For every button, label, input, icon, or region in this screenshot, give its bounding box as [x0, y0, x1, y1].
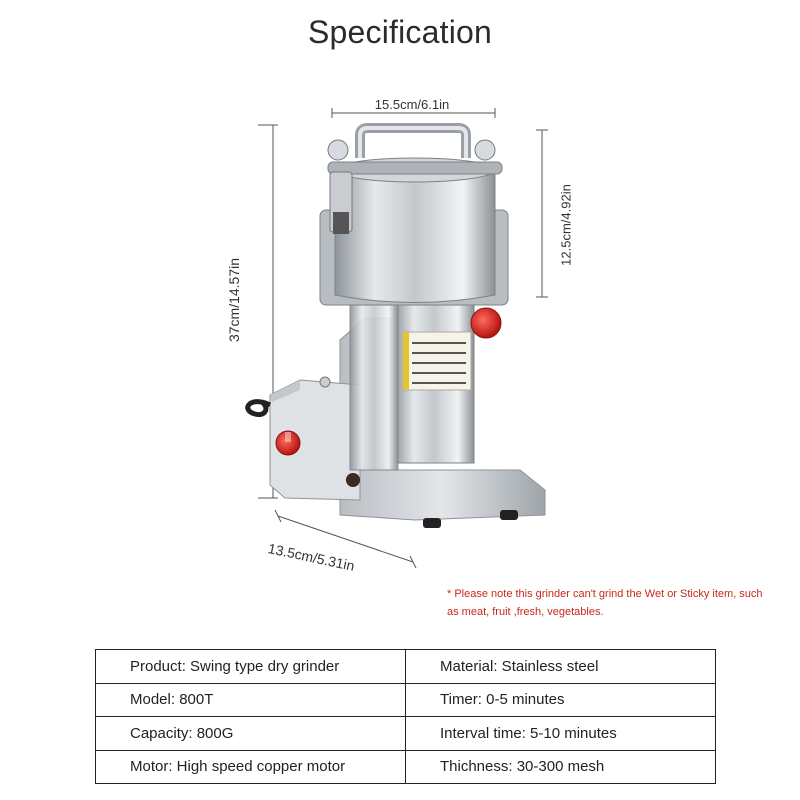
spec-timer: Timer: 0-5 minutes: [406, 683, 716, 717]
table-row: [96, 717, 716, 751]
depth-dimension-label: 13.5cm/5.31in: [266, 540, 357, 574]
total-height-dimension-label: 37cm/14.57in: [226, 257, 242, 343]
spec-motor: Motor: High speed copper motor: [96, 750, 406, 784]
table-row: [96, 650, 716, 684]
width-dimension-label: 15.5cm/6.1in: [374, 97, 450, 112]
table-row: [96, 683, 716, 717]
page-title: Specification: [307, 14, 493, 50]
cup-height-dimension-label: 12.5cm/4.92in: [558, 184, 574, 266]
spec-model: Model: 800T: [96, 683, 406, 717]
spec-thickness: Thichness: 30-300 mesh: [406, 750, 716, 784]
specification-table: [95, 649, 716, 784]
usage-warning-note: * Please note this grinder can't grind the Wet or Sticky item, such as meat, fruit ,fresh, vegetables.: [447, 588, 763, 618]
table-row: [96, 750, 716, 784]
spec-product: Product: Swing type dry grinder: [96, 650, 406, 684]
spec-material: Material: Stainless steel: [406, 650, 716, 684]
spec-capacity: Capacity: 800G: [96, 717, 406, 751]
spec-interval-time: Interval time: 5-10 minutes: [406, 717, 716, 751]
